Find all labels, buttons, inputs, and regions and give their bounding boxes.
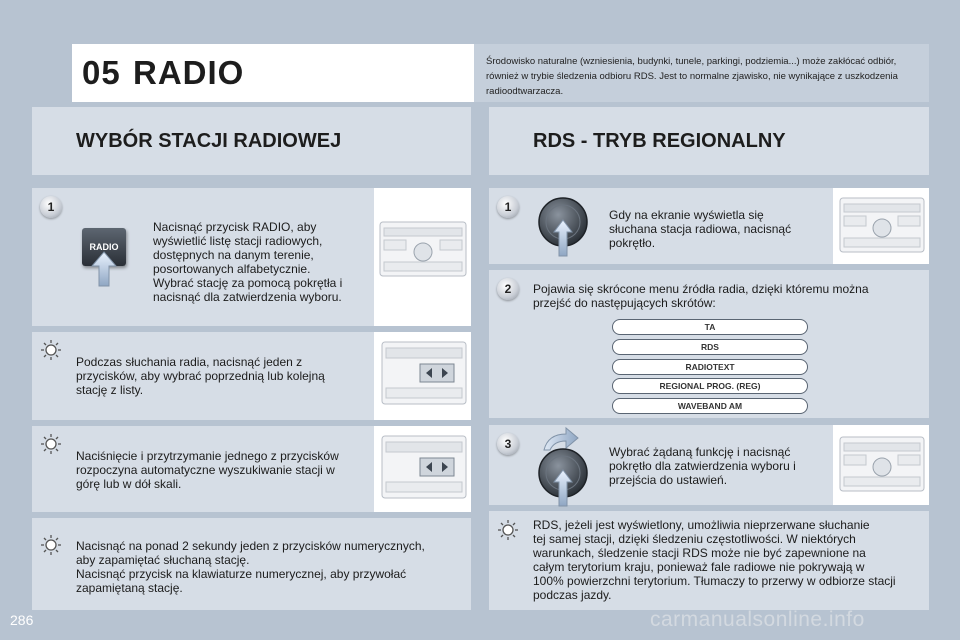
menu-item-regional-prog[interactable]: REGIONAL PROG. (REG): [612, 378, 808, 394]
knob-press-icon: [536, 196, 590, 258]
tip-lightbulb-icon: [40, 433, 62, 455]
menu-item-rds[interactable]: RDS: [612, 339, 808, 355]
menu-item-radiotext[interactable]: RADIOTEXT: [612, 359, 808, 375]
left-tip2-text: Naciśnięcie i przytrzymanie jednego z przycisków rozpoczyna automatyczne wyszukiwanie stacji w górę lub w dół skali.: [76, 449, 339, 491]
radio-unit-icon: [838, 196, 926, 254]
step-number-badge: 1: [497, 196, 519, 218]
press-arrow-icon: [90, 250, 118, 288]
radio-unit-arrows-icon: [380, 340, 468, 406]
watermark: carmanualsonline.info: [650, 608, 865, 631]
step-number-badge: 3: [497, 433, 519, 455]
radio-unit-arrows-icon: [380, 434, 468, 500]
menu-item-waveband-am[interactable]: WAVEBAND AM: [612, 398, 808, 414]
tip-lightbulb-icon: [497, 519, 519, 541]
step-number-badge: 1: [40, 196, 62, 218]
step-number-badge: 2: [497, 278, 519, 300]
radio-button-label: RADIO: [89, 242, 119, 252]
chapter-number: 05: [82, 54, 121, 91]
page-title: RADIO: [133, 54, 245, 91]
knob-press-icon: [536, 448, 590, 508]
right-step2-text: Pojawia się skrócone menu źródła radia, dzięki któremu można przejść do następujących skrótów:: [533, 282, 869, 310]
right-step3-text: Wybrać żądaną funkcję i nacisnąć pokrętło dla zatwierdzenia wyboru i przejścia do ustawień.: [609, 445, 796, 487]
reception-note: Środowisko naturalne (wzniesienia, budynki, tunele, parkingi, podziemia...) może zakłócać odbiór, również w trybie śledzenia odbioru RDS. Jest to normalne zjawisko, nie wynikające z uszkodzenia radioodtwarzacza.: [486, 56, 898, 97]
left-tip1-text: Podczas słuchania radia, nacisnąć jeden z przycisków, aby wybrać poprzednią lub kolejną stację z listy.: [76, 355, 325, 397]
right-tip-text: RDS, jeżeli jest wyświetlony, umożliwia nieprzerwane słuchanie tej samej stacji, dzięki śledzeniu częstotliwości. W niektórych warunkach, śledzenie stacji RDS może nie być zapewnione na całym terytorium kraju, ponieważ fale radiowe nie pokrywają w 100% powierzchni terytorium. Tłumaczy to przerwy w odbiorze stacji podczas jazdy.: [533, 518, 896, 602]
tip-lightbulb-icon: [40, 534, 62, 556]
right-step1-text: Gdy na ekranie wyświetla się słuchana stacja radiowa, nacisnąć pokrętło.: [609, 208, 792, 250]
radio-unit-icon: [378, 220, 468, 278]
tip-lightbulb-icon: [40, 339, 62, 361]
menu-item-ta[interactable]: TA: [612, 319, 808, 335]
radio-unit-icon: [838, 435, 926, 493]
left-tip3-text: Nacisnąć na ponad 2 sekundy jeden z przycisków numerycznych, aby zapamiętać słuchaną stację. Nacisnąć przycisk na klawiaturze numerycznej, aby przywołać zapamiętaną stację.: [76, 539, 425, 595]
left-section-title: WYBÓR STACJI RADIOWEJ: [76, 130, 342, 152]
page-number: 286: [10, 612, 34, 628]
right-section-title: RDS - TRYB REGIONALNY: [533, 130, 786, 152]
left-step1-text: Nacisnąć przycisk RADIO, aby wyświetlić listę stacji radiowych, dostępnych na danym terenie, posortowanych alfabetycznie. Wybrać stację za pomocą pokrętła i nacisnąć dla zatwierdzenia wyboru.: [153, 220, 343, 304]
